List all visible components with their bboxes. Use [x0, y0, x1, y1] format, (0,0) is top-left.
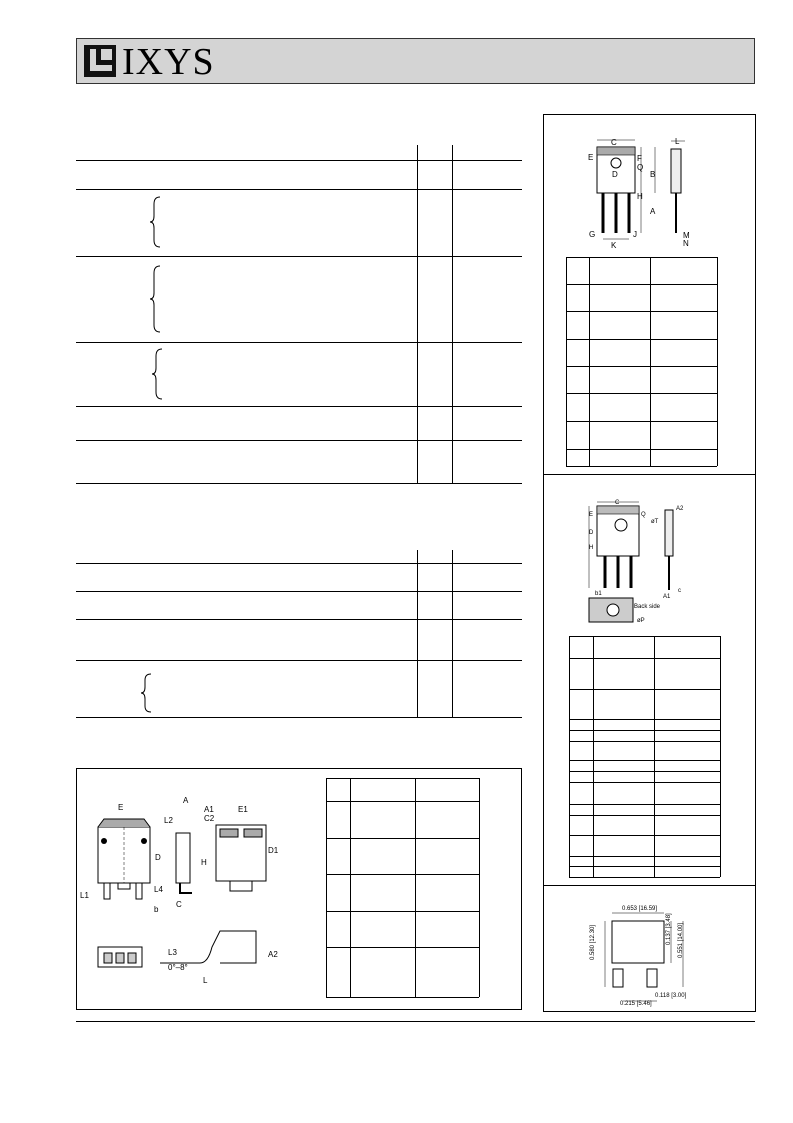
plus247-label-Q: Q — [641, 512, 646, 518]
brace-3 — [152, 348, 166, 403]
to268-label-H: H — [201, 858, 207, 867]
dim-label-F: F — [637, 154, 642, 163]
dim-label-J: J — [633, 230, 637, 239]
to268-label-D1: D1 — [268, 846, 279, 855]
to268-label-L: L — [203, 976, 208, 985]
dim-label-H: H — [637, 192, 643, 201]
dim-label-K: K — [611, 241, 617, 250]
ixys-logo-icon — [84, 45, 116, 77]
plus247-label-phiT: øT — [651, 519, 659, 525]
plus247-label-H: H — [589, 545, 594, 551]
to268-label-E1: E1 — [238, 805, 248, 814]
to268-label-L4: L4 — [154, 885, 163, 894]
plus247-label-C: C — [615, 500, 620, 506]
plus247-label-A2: A2 — [676, 506, 684, 512]
dim-label-M: M — [683, 231, 690, 240]
brace-1 — [150, 196, 164, 251]
dim-label-A: A — [650, 207, 656, 216]
to268-label-b: b — [154, 905, 159, 914]
dim-label-L: L — [675, 137, 680, 146]
footer-rule — [76, 1021, 755, 1022]
footprint-dim-total: 0.551 [14.00] — [678, 922, 684, 958]
footprint-dim-height: 0.580 [12.30] — [590, 924, 596, 960]
dim-label-D: D — [612, 170, 618, 179]
dim-label-B: B — [650, 170, 656, 179]
footprint-dim-width: 0.653 [16.59] — [622, 906, 658, 912]
to268-label-C: C — [176, 900, 182, 909]
plus247-label-D: D — [589, 530, 594, 536]
plus247-label-E: E — [589, 512, 594, 518]
to268-label-L2: L2 — [164, 816, 173, 825]
plus247-label-c: c — [678, 588, 681, 594]
to268-label-angle: 0°–8° — [168, 963, 188, 972]
footprint-dim-tab: 0.137 [3.48] — [666, 913, 672, 945]
to268-label-L1: L1 — [80, 891, 89, 900]
to268-label-A1: A1 — [204, 805, 214, 814]
plus247-label-A1: A1 — [663, 594, 671, 600]
to268-label-A: A — [183, 796, 189, 805]
to268-label-A2: A2 — [268, 950, 278, 959]
brace-2 — [150, 265, 164, 336]
dim-label-N: N — [683, 239, 689, 248]
to268-label-C2: C2 — [204, 814, 215, 823]
brace-4 — [141, 673, 155, 716]
brand-name: IXYS — [122, 41, 215, 83]
to268-label-E: E — [118, 803, 124, 812]
plus247-label-b1: b1 — [595, 591, 602, 597]
plus247-label-phiP: øP — [637, 618, 645, 624]
footprint-dim-pad-pitch: 0.118 [3.00] — [655, 993, 687, 999]
dim-label-E: E — [588, 153, 594, 162]
dim-label-G: G — [589, 230, 596, 239]
dim-label-C: C — [611, 138, 617, 147]
footprint-dim-pad-span: 0.215 [5.46] — [620, 1001, 652, 1007]
dim-label-Q: Q — [637, 163, 644, 172]
plus247-label-backside: Back side — [634, 604, 661, 610]
to268-label-L3: L3 — [168, 948, 177, 957]
to268-label-D: D — [155, 853, 161, 862]
